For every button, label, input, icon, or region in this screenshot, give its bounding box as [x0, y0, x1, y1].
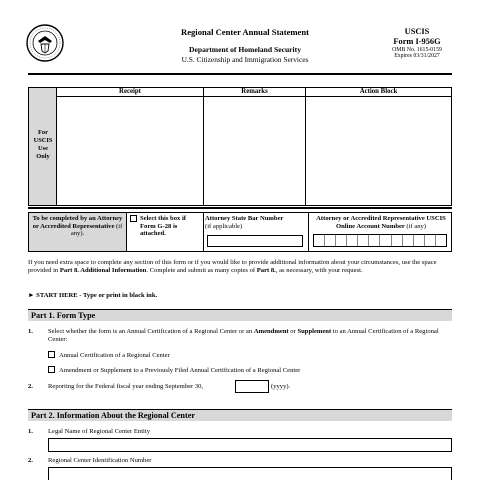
attorney-divider — [203, 213, 204, 251]
section-rule — [28, 207, 452, 209]
receipt-header: Receipt — [57, 88, 203, 97]
action-block-header: Action Block — [306, 88, 451, 97]
attorney-section — [28, 212, 452, 252]
start-here-instruction: ► START HERE - Type or print in black ink. — [28, 292, 158, 299]
annual-certification-checkbox[interactable] — [48, 351, 55, 358]
option-amendment-supplement[interactable] — [48, 366, 300, 374]
account-number-label: Attorney or Accredited Representative USCIS Online Account Number (if any) — [316, 215, 446, 230]
action-block-column — [306, 88, 451, 205]
regional-center-id-input[interactable] — [48, 467, 452, 480]
header-rule — [28, 73, 452, 75]
g28-checkbox[interactable] — [130, 215, 137, 222]
account-digit-cell[interactable] — [369, 235, 380, 246]
account-digit-cell[interactable] — [392, 235, 403, 246]
receipt-column — [57, 88, 204, 205]
extra-space-instructions: If you need extra space to complete any section of this form or if you would like to provide additional information about your circumstances, use the space provided in Part 8. Additional Information. Complete and submit as many copies of Part 8., as necessary, with your request. — [28, 259, 437, 275]
fiscal-year-input[interactable] — [235, 380, 269, 393]
account-digit-cell[interactable] — [425, 235, 436, 246]
attorney-instruction: To be completed by an Attorney or Accredited Representative (if any). — [29, 213, 127, 251]
fiscal-year-format: (yyyy). — [271, 383, 291, 390]
remarks-header: Remarks — [204, 88, 305, 97]
attorney-divider — [308, 213, 309, 251]
header-center — [150, 27, 340, 64]
uscis-use-only-sidebar — [29, 88, 57, 205]
bar-number-label: Attorney State Bar Number (if applicable) — [205, 215, 284, 230]
agency-name: U.S. Citizenship and Immigration Services — [181, 55, 309, 64]
part1-header: Part 1. Form Type — [28, 309, 452, 321]
account-digit-cell[interactable] — [436, 235, 446, 246]
account-digit-cell[interactable] — [414, 235, 425, 246]
department-name: Department of Homeland Security — [189, 45, 301, 54]
expiration-date: Expires 03/31/2027 — [394, 53, 440, 59]
part2-item1-number: 1. — [28, 428, 33, 435]
account-digit-cell[interactable] — [336, 235, 347, 246]
annual-certification-label: Annual Certification of a Regional Center — [59, 352, 170, 359]
part1-item2-number: 2. — [28, 383, 33, 390]
part2-header: Part 2. Information About the Regional Center — [28, 409, 452, 421]
remarks-column — [204, 88, 306, 205]
account-digit-cell[interactable] — [358, 235, 369, 246]
form-number: Form I-956G — [393, 37, 441, 46]
uscis-use-only-label: For USCIS Use Only — [33, 129, 53, 160]
part1-item1-question: Select whether the form is an Annual Certification of a Regional Center or an Amendment or Supplement to an Annual Certification of a Regional Center: — [48, 328, 439, 344]
agency-short: USCIS — [404, 27, 430, 36]
fiscal-year-label: Reporting for the Federal fiscal year ending September 30, — [48, 383, 204, 390]
account-digit-cell[interactable] — [380, 235, 391, 246]
amendment-supplement-label: Amendment or Supplement to a Previously Filed Annual Certification of a Regional Center — [59, 367, 301, 374]
header-right — [372, 27, 462, 59]
amendment-supplement-checkbox[interactable] — [48, 366, 55, 373]
form-title: Regional Center Annual Statement — [180, 27, 310, 37]
account-number-input[interactable] — [313, 234, 447, 247]
account-digit-cell[interactable] — [314, 235, 325, 246]
regional-center-id-label: Regional Center Identification Number — [48, 457, 152, 464]
legal-name-label: Legal Name of Regional Center Entity — [48, 428, 150, 435]
dhs-seal-logo — [26, 24, 64, 62]
uscis-use-only-box — [28, 87, 452, 206]
bar-number-input[interactable] — [207, 235, 303, 247]
account-digit-cell[interactable] — [325, 235, 336, 246]
legal-name-input[interactable] — [48, 438, 452, 452]
option-annual-certification[interactable] — [48, 351, 170, 359]
account-digit-cell[interactable] — [403, 235, 414, 246]
part1-item1-number: 1. — [28, 328, 33, 335]
omb-number: OMB No. 1615-0159 — [392, 47, 442, 53]
account-digit-cell[interactable] — [347, 235, 358, 246]
part2-item2-number: 2. — [28, 457, 33, 464]
g28-checkbox-group — [129, 215, 203, 238]
g28-checkbox-label: Select this box if Form G-28 is attached. — [140, 215, 186, 238]
